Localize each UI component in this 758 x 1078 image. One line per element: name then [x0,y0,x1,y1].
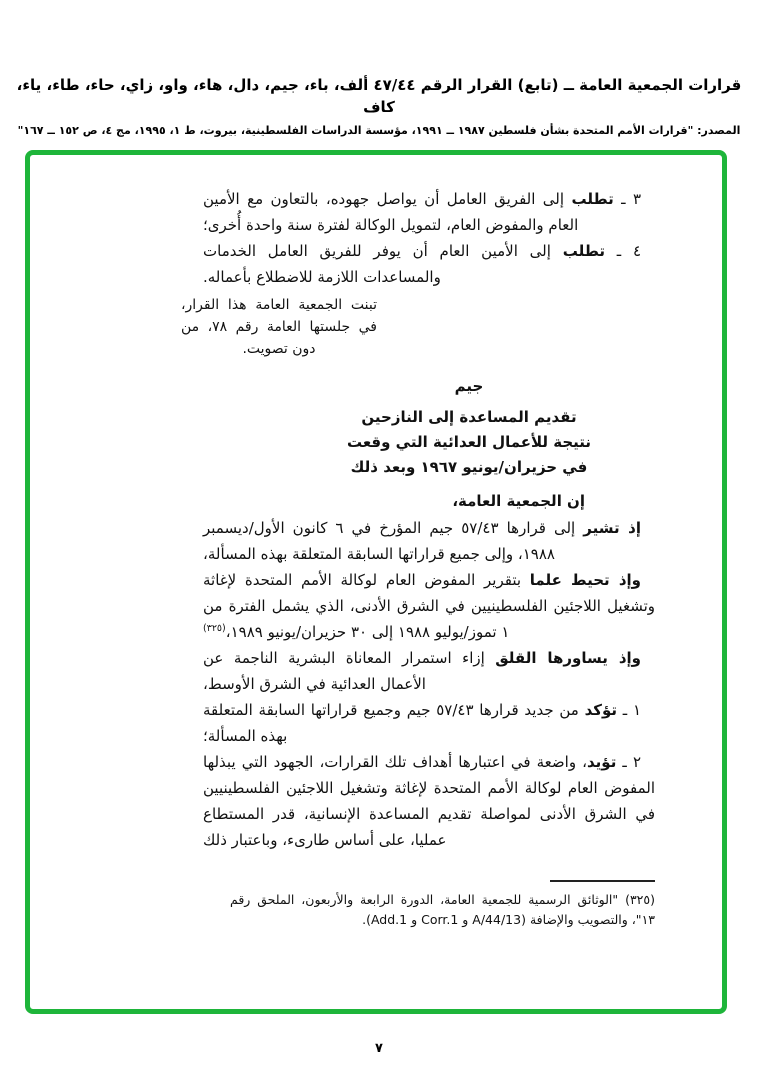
footnote-body: "الوثائق الرسمية للجمعية العامة، الدورة الرابعة والأربعون، الملحق رقم ١٣"، والتصويب والإضافة (A/44/13 و Corr.1 و Add.1). [230,892,655,927]
resolution-title [203,405,655,480]
section-letter: جيم [454,377,484,395]
clause-lead-in: وإذ تحيط علما [529,571,642,589]
operative-paragraph-4 [203,238,655,290]
operative-verb: تطلب [571,190,614,208]
operative-verb: تؤيد [587,753,617,771]
page-header [0,74,758,140]
preambular-clause-1 [203,515,655,567]
operative-verb: تؤكد [584,701,618,719]
paragraph-text: إلى الأمين العام أن يوفر للفريق العامل الخدمات والمساعدات اللازمة للاضطلاع بأعماله. [203,242,563,286]
paragraph-text: من جديد قرارها ٥٧/٤٣ جيم وجميع قراراتها السابقة المتعلقة بهذه المسألة؛ [203,701,585,745]
operative-verb: تطلب [562,242,605,260]
paragraph-number: ٣ ـ [613,190,641,208]
footnote-block [230,880,655,930]
paragraph-text: ، واضعة في اعتبارها أهداف تلك القرارات، الجهود التي يبذلها المفوض العام لوكالة الأمم المتحدة لإغاثة وتشغيل اللاجئين الفلسطينيين في الشرق الأدنى لمواصلة تقديم المساعدة الإنسانية، قدر المستطاع عمليا، على أساس طارىء، وباعتبار ذلك [203,753,655,849]
page-number: ٧ [375,1041,383,1056]
paragraph-number: ٢ ـ [616,753,641,771]
preambular-clause-3 [203,645,655,697]
paragraph-number: ١ ـ [617,701,641,719]
footnote-text [230,890,655,930]
adoption-note: تبنت الجمعية العامة هذا القرار، في جلستها العامة رقم ٧٨، من دون تصويت. [181,297,377,357]
clause-lead-in: إذ تشير [583,519,641,537]
header-source-line: المصدر: "قرارات الأمم المتحدة بشأن فلسطين ١٩٨٧ ــ ١٩٩١، مؤسسة الدراسات الفلسطينية، بيروت، ط ١، ١٩٩٥، مج ٤، ص ١٥٢ ــ ١٦٧" [17,124,741,137]
resolution-body [181,186,655,853]
header-title: قرارات الجمعية العامة ــ (تابع) القرار الرقم ٤٧/٤٤ ألف، باء، جيم، دال، هاء، واو، زاي، حاء، طاء، ياء، كاف [16,76,742,116]
paragraph-text: إلى الفريق العامل أن يواصل جهوده، بالتعاون مع الأمين العام والمفوض العام، لتمويل الوكالة لفترة سنة واحدة أُخرى؛ [203,190,579,234]
title-line-1: تقديم المساعدة إلى النازحين [361,408,577,426]
paragraph-number: ٤ ـ [604,242,641,260]
clause-text: إزاء استمرار المعاناة البشرية الناجمة عن الأعمال العدائية في الشرق الأوسط، [203,649,496,693]
footnote-separator [550,880,655,882]
footnote-marker: (٣٢٥) [618,892,655,907]
title-line-3: في حزيران/يونيو ١٩٦٧ وبعد ذلك [350,458,588,476]
title-line-2: نتيجة للأعمال العدائية التي وقعت [346,433,592,451]
clause-text: إلى قرارها ٥٧/٤٣ جيم المؤرخ في ٦ كانون الأول/ديسمبر ١٩٨٨، وإلى جميع قراراتها السابقة المتعلقة بهذه المسألة، [203,519,584,563]
clause-lead-in: وإذ يساورها القلق [495,649,642,667]
footnote-reference: (٣٢٥) [203,623,226,634]
operative-paragraph-1 [203,697,655,749]
operative-paragraph-3 [203,186,655,238]
preambular-clause-2 [203,567,655,645]
operative-paragraph-2 [203,749,655,853]
clause-text: بتقرير المفوض العام لوكالة الأمم المتحدة لإغاثة وتشغيل اللاجئين الفلسطينيين في الشرق الأدنى، الذي يشمل الفترة من ١ تموز/يوليو ١٩٨٨ إلى ٣٠ حزيران/يونيو ١٩٨٩، [203,571,655,641]
preamble-lead: إن الجمعية العامة، [452,492,585,510]
